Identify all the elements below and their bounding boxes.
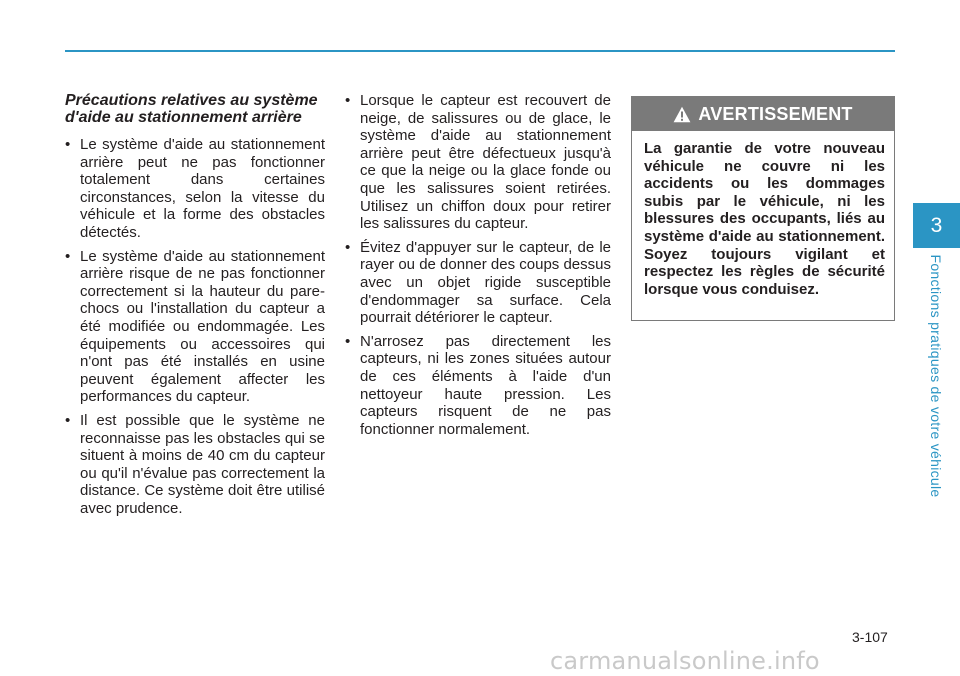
left-bullet-list bbox=[65, 136, 325, 517]
list-item: • N'arrosez pas directement les capteurs, ni les zones situées autour de ces éléments à l'aide d'un nettoyeur haute pression. Les capteurs risquent de ne pas fonctionner normalement. bbox=[345, 333, 611, 439]
warning-box bbox=[631, 96, 895, 321]
left-column bbox=[65, 92, 325, 523]
warning-triangle-icon bbox=[673, 106, 691, 123]
middle-bullet-list bbox=[345, 92, 611, 438]
list-item: • Le système d'aide au stationnement arrière risque de ne pas fonctionner correctement si la hauteur du pare-chocs ou l'installation du capteur a été modifiée ou endommagée. Les équipements ou accessoires qui n'ont pas été installés en usine peuvent également affecter les performances du capteur. bbox=[65, 248, 325, 406]
section-title: Précautions relatives au système d'aide au stationnement arrière bbox=[65, 92, 318, 126]
chapter-label: Fonctions pratiques de votre véhicule bbox=[928, 254, 944, 498]
header-rule bbox=[65, 50, 895, 52]
list-item: • Lorsque le capteur est recouvert de neige, de salissures ou de glace, le système d'aide au stationnement arrière peut être défectueux jusqu'à ce que la neige ou la glace fonde ou que les salissures soient retirées. Utilisez un chiffon doux pour retirer les salissures du capteur. bbox=[345, 92, 611, 233]
list-item: • Il est possible que le système ne reconnaisse pas les obstacles qui se situent à moins de 40 cm du capteur ou qu'il n'évalue pas correctement la distance. Ce système doit être utilisé avec prudence. bbox=[65, 412, 325, 518]
warning-header bbox=[632, 97, 894, 131]
page-number: 3-107 bbox=[852, 629, 888, 645]
chapter-number-tab: 3 bbox=[913, 203, 960, 248]
list-item: • Le système d'aide au stationnement arrière peut ne pas fonctionner totalement dans certaines circonstances, selon la vitesse du véhicule et la forme des obstacles détectés. bbox=[65, 136, 325, 242]
list-item: • Évitez d'appuyer sur le capteur, de le rayer ou de donner des coups dessus avec un objet rigide susceptible d'endommager sa surface. Cela pourrait détériorer le capteur. bbox=[345, 239, 611, 327]
middle-column bbox=[345, 92, 611, 444]
watermark: carmanualsonline.info bbox=[550, 647, 820, 675]
warning-title: AVERTISSEMENT bbox=[698, 103, 853, 124]
warning-text: La garantie de votre nouveau véhicule ne couvre ni les accidents ou les dommages subis par le véhicule, ni les blessures des occupants, liés au système d'aide au stationnement. Soyez toujours vigilant et respectez les règles de sécurité lorsque vous conduisez. bbox=[644, 140, 885, 298]
